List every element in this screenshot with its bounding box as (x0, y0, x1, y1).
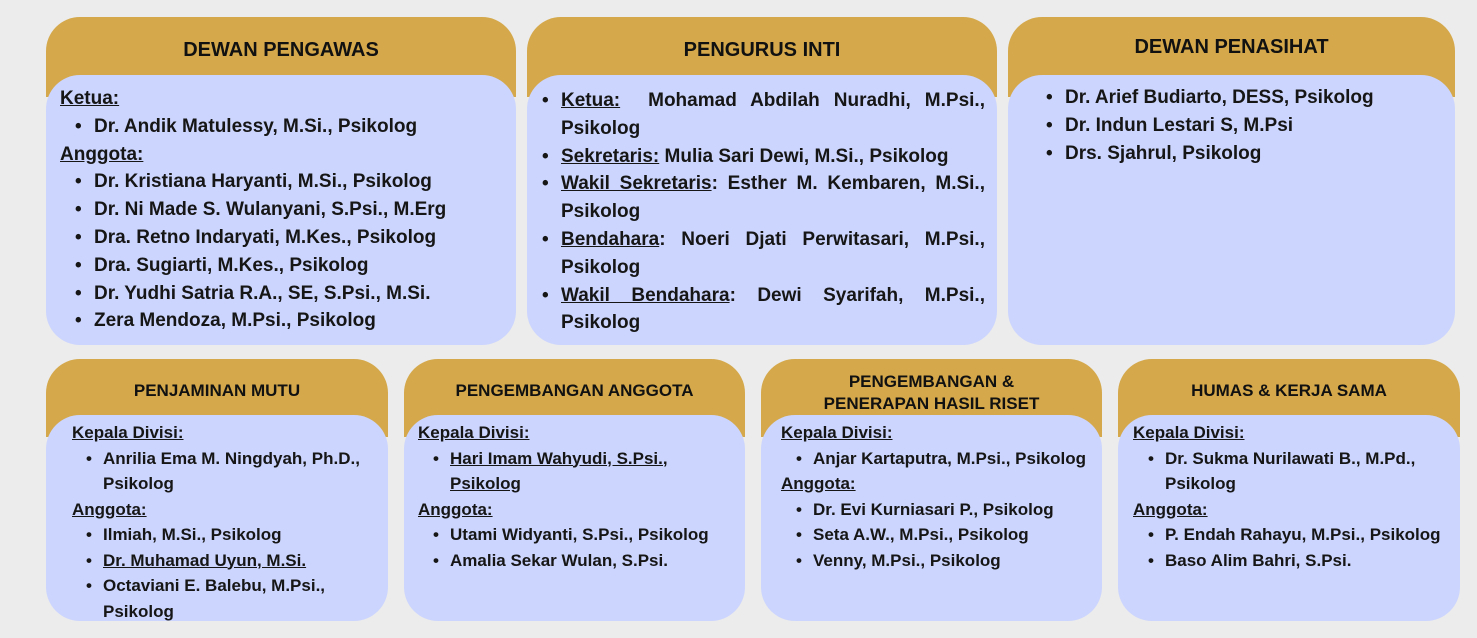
role-name: : Esther M. Kembaren, M.Si., Psikolog (561, 173, 985, 223)
card-title: DEWAN PENGAWAS (183, 38, 379, 61)
list-item: • Dr. Arief Budiarto, DESS, Psikolog (1065, 84, 1455, 112)
list-item: • Octaviani E. Balebu, M.Psi., Psikolog (103, 573, 382, 624)
role-name: : Dewi Syarifah, M.Psi., Psikolog (561, 284, 985, 334)
role-name: Mohamad Abdilah Nuradhi, M.Psi., Psikolog (561, 90, 985, 139)
list-item (561, 282, 985, 338)
card-title-line-2: PENERAPAN HASIL RISET (823, 394, 1040, 413)
list-item (561, 226, 985, 282)
list-item: • Dr. Kristiana Haryanti, M.Si., Psikolog (94, 168, 516, 196)
role-label: Wakil Bendahara (561, 284, 730, 306)
list-item: • Dr. Ni Made S. Wulanyani, S.Psi., M.Erg (94, 196, 516, 224)
card-body (1118, 415, 1460, 621)
list-item: • Zera Mendoza, M.Psi., Psikolog (94, 307, 516, 335)
section-label-anggota: Anggota: (418, 499, 493, 519)
section-label-kepala: Kepala Divisi: (418, 423, 530, 442)
card-dewan-pengawas (46, 17, 516, 345)
list-item: • Drs. Sjahrul, Psikolog (1065, 140, 1455, 168)
list-item: • P. Endah Rahayu, M.Psi., Psikolog (1165, 522, 1460, 548)
role-name: Mulia Sari Dewi, M.Si., Psikolog (664, 145, 949, 167)
list-item: • Amalia Sekar Wulan, S.Psi. (450, 548, 739, 574)
card-dewan-penasihat (1008, 17, 1455, 345)
card-pengembangan-anggota (404, 359, 745, 621)
card-penjaminan-mutu (46, 359, 388, 621)
section-label-ketua: Ketua: (60, 88, 120, 109)
section-label-kepala: Kepala Divisi: (72, 423, 184, 442)
list-item: • Baso Alim Bahri, S.Psi. (1165, 548, 1460, 574)
list-item: • Hari Imam Wahyudi, S.Psi., Psikolog (450, 446, 739, 497)
section-label-anggota: Anggota: (60, 143, 144, 165)
section-label-anggota: Anggota: (1133, 499, 1208, 519)
section-label-anggota: Anggota: (781, 474, 856, 493)
card-title: HUMAS & KERJA SAMA (1191, 381, 1387, 400)
card-title: PENJAMINAN MUTU (133, 381, 301, 400)
list-item: • Dr. Muhamad Uyun, M.Si. (103, 548, 382, 574)
card-title-line-1: PENGEMBANGAN & (848, 372, 1015, 391)
list-item: • Dr. Andik Matulessy, M.Si., Psikolog (94, 113, 516, 141)
card-pengurus-inti (527, 17, 997, 345)
card-humas (1118, 359, 1460, 621)
section-label-anggota: Anggota: (72, 499, 147, 519)
card-title: DEWAN PENASIHAT (1134, 35, 1329, 58)
list-item (561, 143, 985, 171)
section-label-kepala: Kepala Divisi: (1133, 423, 1245, 442)
list-item: • Ilmiah, M.Si., Psikolog (103, 522, 382, 548)
list-item: • Utami Widyanti, S.Psi., Psikolog (450, 522, 739, 548)
card-body (1008, 75, 1455, 345)
role-label: Sekretaris: (561, 145, 660, 167)
role-name: : Noeri Djati Perwitasari, M.Psi., Psikolog (561, 228, 985, 278)
card-title: PENGEMBANGAN ANGGOTA (455, 381, 694, 400)
list-item: • Dr. Sukma Nurilawati B., M.Pd., Psikolog (1165, 446, 1446, 497)
section-label-kepala: Kepala Divisi: (781, 423, 893, 442)
list-item: • Dr. Yudhi Satria R.A., SE, S.Psi., M.Si. (94, 280, 516, 308)
list-item: • Dra. Sugiarti, M.Kes., Psikolog (94, 252, 516, 280)
card-body (761, 415, 1102, 621)
list-item: • Seta A.W., M.Psi., Psikolog (813, 522, 1102, 548)
card-pengembangan-riset (761, 359, 1102, 621)
list-item (561, 170, 985, 226)
list-item: • Dr. Evi Kurniasari P., Psikolog (813, 497, 1102, 523)
list-item: • Dr. Indun Lestari S, M.Psi (1065, 112, 1455, 140)
list-item: • Anrilia Ema M. Ningdyah, Ph.D., Psikolog (103, 446, 382, 497)
card-body (527, 75, 997, 345)
card-body (46, 415, 388, 621)
role-label: Wakil Sekretaris (561, 173, 712, 195)
list-item (561, 87, 985, 143)
card-body (404, 415, 745, 621)
role-label: Bendahara (561, 228, 660, 250)
card-title: PENGURUS INTI (683, 38, 841, 61)
card-body (46, 75, 516, 345)
list-item: • Anjar Kartaputra, M.Psi., Psikolog (813, 446, 1102, 472)
role-label: Ketua: (561, 90, 621, 111)
list-item: • Dra. Retno Indaryati, M.Kes., Psikolog (94, 224, 516, 252)
list-item: • Venny, M.Psi., Psikolog (813, 548, 1102, 574)
